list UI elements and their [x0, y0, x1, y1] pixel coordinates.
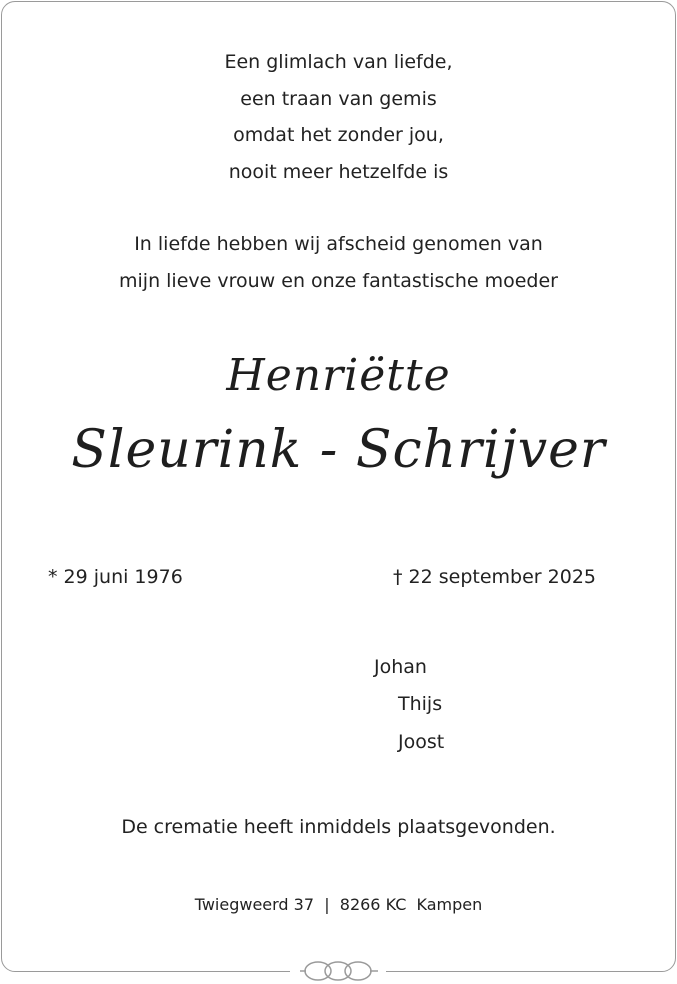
poem-line: omdat het zonder jou, [233, 124, 444, 146]
family-member: Joost [398, 731, 445, 753]
three-linked-rings-ornament-icon [0, 958, 677, 984]
cremation-note: De crematie heeft inmiddels plaatsgevonden. [121, 816, 556, 838]
death-date: † 22 september 2025 [393, 566, 597, 588]
intro-line: In liefde hebben wij afscheid genomen van [134, 233, 543, 255]
birth-date: * 29 juni 1976 [48, 566, 183, 588]
poem-line: Een glimlach van liefde, [224, 51, 453, 73]
intro-line: mijn lieve vrouw en onze fantastische moeder [119, 269, 558, 292]
deceased-last-name: Sleurink - Schrijver [71, 420, 606, 480]
deceased-first-name: Henriëtte [226, 350, 451, 401]
family-member: Johan [374, 656, 427, 678]
address: Twiegweerd 37 | 8266 KC Kampen [194, 895, 483, 914]
poem-line: een traan van gemis [240, 87, 437, 110]
family-member: Thijs [398, 693, 443, 715]
poem [0, 44, 677, 190]
poem-line: nooit meer hetzelfde is [228, 160, 449, 183]
intro-text [0, 226, 677, 299]
